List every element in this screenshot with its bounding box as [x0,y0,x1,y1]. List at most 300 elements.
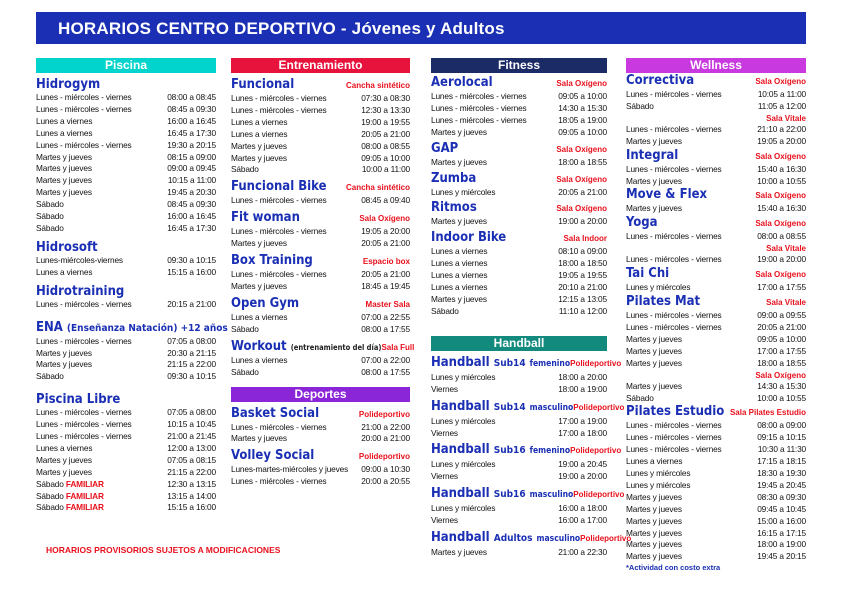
activity-name [231,77,294,92]
schedule-time: 09:30 a 10:15 [167,371,216,382]
schedule-days: Lunes y miércoles [431,186,496,197]
schedule-row [36,359,216,371]
activity-header [626,73,806,89]
schedule-days: Martes y jueves [231,140,287,151]
schedule-days: Lunes a viernes [36,442,93,453]
schedule-time: 18:05 a 19:00 [558,114,607,125]
schedule-time: 19:45 a 20:15 [757,551,806,562]
schedule-row [36,255,216,267]
schedule-time: 20:00 a 20:55 [361,476,410,487]
activity-location: Sala Oxígeno [755,151,806,161]
schedule-time: 09:05 a 10:00 [361,152,410,163]
schedule-row [626,539,806,551]
activity-title: ENA [36,319,63,335]
schedule-days: Lunes a viernes [431,246,488,257]
schedule-days: Lunes y miércoles [626,479,691,490]
schedule-row [626,504,806,516]
schedule-days: Lunes - miércoles - viernes [36,92,132,102]
schedule-row [626,444,806,456]
activity-location: Sala Vitale [766,298,806,308]
schedule-days: Viernes [431,515,458,526]
activity-location: Polideportivo [358,409,410,419]
schedule-row [36,163,216,175]
activity-title: Hidrosoft [36,239,98,255]
activity-title: Handball [431,442,490,458]
schedule-days: Martes y jueves [431,547,487,558]
activity-name [431,200,477,215]
schedule-days: Martes y jueves [431,156,487,167]
schedule-time: 10:00 a 10:55 [757,392,806,403]
schedule-days: Lunes - miércoles - viernes [231,93,327,103]
deportes-banner: Deportes [231,387,410,402]
schedule-row [231,117,410,129]
schedule-time: 16:00 a 18:00 [558,503,607,514]
activity-title: Pilates Estudio [626,404,725,420]
schedule-time: 18:00 a 19:00 [757,539,806,550]
activity-header [231,179,410,195]
activity-header [36,77,216,92]
activity-gender: masculino [529,402,574,413]
activity-header [626,215,806,231]
schedule-days: Viernes [431,471,458,482]
schedule-row [231,422,410,434]
schedule-row [231,269,410,281]
schedule-time: 21:00 a 22:30 [558,547,607,558]
schedule-time: 19:05 a 19:55 [558,270,607,281]
schedule-time: 18:30 a 19:30 [757,468,806,479]
schedule-row [231,226,410,238]
schedule-row [231,153,410,165]
activity-gender: masculino [536,534,581,545]
schedule-time: 19:00 a 20:00 [558,216,607,227]
activity-location: Polideportivo [573,402,625,412]
schedule-time: 07:30 a 08:30 [361,93,410,103]
activity-name [231,296,299,311]
schedule-row [626,468,806,480]
schedule-days: Lunes - miércoles - viernes [626,231,722,242]
activity-title: Zumba [431,170,477,186]
activity-location: Master Sala [365,299,410,309]
schedule-days: Martes y jueves [626,539,682,550]
schedule-time: 08:45 a 09:30 [167,199,216,210]
schedule-days: Sábado [36,199,64,210]
schedule-days: Lunes a viernes [431,282,488,293]
activity-name [626,266,669,281]
schedule-time: 07:05 a 08:00 [167,407,216,418]
schedule-days: Lunes a viernes [36,127,93,138]
schedule-row [231,105,410,117]
schedule-time: 15:40 a 16:30 [757,203,806,214]
activity-subtitle: (entrenamiento del día) [290,342,382,352]
schedule-row [626,516,806,528]
activity-header [431,171,607,187]
schedule-days: Martes y jueves [36,359,92,370]
schedule-days: Sábado [626,392,654,403]
schedule-time: 12:30 a 13:30 [361,104,410,115]
schedule-row [626,203,806,215]
activity-title: Aerolocal [431,75,493,90]
schedule-days: Lunes - miércoles - viernes [36,419,132,430]
schedule-days: Sábado [231,323,259,334]
schedule-time: 19:45 a 20:45 [757,479,806,490]
schedule-row [231,238,410,250]
schedule-row [36,336,216,348]
schedule-days: Martes y jueves [626,175,682,186]
activity-title: Move & Flex [626,187,708,203]
schedule-time: 19:00 a 20:00 [558,471,607,482]
activity-header [231,210,410,226]
schedule-days: Lunes - miércoles - viernes [431,91,527,101]
schedule-days: Sábado [36,222,64,233]
schedule-days: Viernes [431,427,458,438]
activity-location: Sala Oxígeno [755,191,806,201]
activity-name [626,404,724,419]
schedule-row [36,187,216,199]
schedule-time: 19:05 a 20:00 [757,135,806,146]
schedule-row [36,479,216,491]
schedule-days: Martes y jueves [36,347,92,358]
schedule-row [36,455,216,467]
schedule-time: 10:00 a 10:55 [757,175,806,186]
activity-title: Open Gym [231,295,300,311]
activity-title: Hidrogym [36,77,101,92]
activity-name [431,399,573,416]
schedule-row [231,433,410,445]
activity-name [231,210,300,225]
activity-name [626,73,694,88]
schedule-row [36,92,216,104]
schedule-days: Martes y jueves [36,175,92,186]
schedule-day: Sábado [36,490,64,501]
activity-name [431,442,570,459]
activity-title: GAP [431,140,459,156]
activity-location: Polideportivo [358,452,410,462]
schedule-time: 08:30 a 09:30 [757,491,806,502]
schedule-days: Martes y jueves [431,216,487,227]
activity-header [431,354,622,372]
schedule-days: Lunes - miércoles - viernes [626,444,722,455]
schedule-days: Martes y jueves [231,280,287,291]
schedule-row [36,223,216,235]
schedule-time: 08:00 a 09:00 [757,420,806,431]
activity-title: Pilates Mat [626,294,701,310]
fitness-column [431,58,632,559]
schedule-row [626,492,806,504]
schedule-days: Lunes - miércoles - viernes [626,321,722,332]
schedule-row [431,270,607,282]
activity-gender: masculino [529,490,574,501]
schedule-row [36,267,216,279]
page-title: HORARIOS CENTRO DEPORTIVO - Jóvenes y Adultos [36,12,806,44]
schedule-time: 21:10 a 22:00 [757,123,806,134]
schedule-days: Lunes - miércoles - viernes [626,254,722,265]
schedule-time: 12:15 a 13:05 [558,293,607,304]
schedule-row [431,547,607,559]
activity-name [431,355,570,372]
schedule-days: Lunes - miércoles - viernes [231,476,327,487]
activity-header [231,406,410,422]
schedule-row [431,216,607,228]
schedule-time: 18:45 a 19:45 [361,280,410,291]
schedule-time: 17:00 a 18:00 [558,427,607,438]
schedule-row [36,502,216,514]
activity-title: Handball [431,398,490,414]
activity-location: Sala Oxígeno [755,219,806,229]
activity-header [626,404,806,420]
schedule-days: Lunes - miércoles - viernes [36,139,132,150]
schedule-row [231,164,410,176]
schedule-days: Lunes y miércoles [431,371,496,382]
schedule-days: Lunes - miércoles - viernes [431,114,527,125]
activity-header [431,486,625,503]
schedule-days: Lunes - miércoles - viernes [431,102,527,113]
activity-title: Fit woman [231,210,300,226]
schedule-row [626,456,806,468]
schedule-row [431,471,607,483]
schedule-time: 18:00 a 18:50 [558,258,607,269]
activity-header [231,338,415,355]
schedule-time: 08:10 a 09:00 [558,246,607,257]
schedule-time: 21:00 a 21:45 [167,431,216,442]
activity-title: Funcional Bike [231,179,327,195]
family-tag: FAMILIAR [65,502,104,513]
schedule-row [626,89,806,101]
schedule-time: 20:05 a 21:00 [361,238,410,249]
schedule-row [626,393,806,405]
activity-name [36,320,228,336]
schedule-row [36,467,216,479]
activity-title: Tai Chi [626,266,670,282]
activity-location: Espacio box [362,257,410,267]
schedule-days: Lunes a viernes [231,311,288,322]
activity-location: Cancha sintético [345,183,410,193]
schedule-time: 21:00 a 22:00 [361,421,410,432]
schedule-row [626,231,806,243]
schedule-row [36,371,216,383]
schedule-time: 08:45 a 09:40 [361,195,410,206]
schedule-time: 08:00 a 17:55 [361,323,410,334]
schedule-days: Lunes y miércoles [626,468,691,479]
activity-name [431,230,506,245]
schedule-time: 08:00 a 08:55 [757,231,806,242]
schedule-time: 19:00 a 19:55 [361,116,410,127]
schedule-time: 14:30 a 15:30 [757,380,806,391]
schedule-time: 09:00 a 10:30 [361,464,410,475]
schedule-time: 12:30 a 13:15 [167,478,216,489]
schedule-time: 17:00 a 17:55 [757,345,806,356]
schedule-row [431,282,607,294]
schedule-row [626,101,806,113]
activity-header [36,392,216,407]
activity-name [626,215,658,230]
activity-location: Sala Oxígeno [556,174,607,184]
schedule-time: 09:45 a 10:45 [757,503,806,514]
schedule-time: 17:00 a 19:00 [558,415,607,426]
schedule-row [36,104,216,116]
schedule-time: 08:00 a 17:55 [361,366,410,377]
schedule-row [231,324,410,336]
schedule-days: Sábado [626,100,654,111]
schedule-time: 08:15 a 09:00 [167,151,216,162]
schedule-row [231,355,410,367]
activity-name [36,240,98,255]
schedule-days: Lunes - miércoles - viernes [36,103,132,114]
activity-header [231,448,410,464]
activity-location: Sala Oxígeno [556,79,607,88]
schedule-time: 20:00 a 21:00 [361,433,410,444]
activity-name [36,77,100,92]
schedule-days: Martes y jueves [626,203,682,214]
piscina-banner: Piscina [36,58,216,73]
schedule-row [231,195,410,207]
schedule-row [431,246,607,258]
activity-location: Polideportivo [570,446,622,456]
activity-title: Indoor Bike [431,230,507,246]
schedule-row [626,282,806,294]
schedule-time: 20:30 a 21:15 [167,347,216,358]
activity-location: Sala Vitale [766,244,806,254]
schedule-time: 09:00 a 09:45 [167,163,216,174]
activity-title: Box Training [231,253,313,269]
activity-location: Sala Oxígeno [556,204,607,214]
schedule-row [36,199,216,211]
activity-name [431,141,458,156]
schedule-days: Sábado [231,366,259,377]
schedule-days: Martes y jueves [626,491,682,502]
schedule-time: 09:05 a 10:00 [757,333,806,344]
schedule-days: Martes y jueves [626,345,682,356]
schedule-time: 20:05 a 21:00 [361,128,410,139]
activity-subtitle: Sub16 [493,445,526,457]
activity-location: Sala Oxígeno [359,214,410,224]
activity-title: Handball [431,354,490,370]
schedule-days: Lunes - miércoles - viernes [231,269,327,280]
schedule-row [431,503,607,515]
schedule-row [36,116,216,128]
activity-name [626,294,700,309]
schedule-row [431,115,607,127]
activity-title: Integral [626,147,679,163]
schedule-time: 07:00 a 22:55 [361,311,410,322]
piscina-column [36,58,228,514]
schedule-days: Martes y jueves [231,238,287,249]
schedule-time: 15:00 a 16:00 [757,515,806,526]
schedule-days: Lunes - miércoles - viernes [626,310,722,321]
schedule-days: Martes y jueves [431,293,487,304]
activity-header [431,75,607,91]
activity-location: Polideportivo [580,534,632,544]
schedule-row [231,141,410,153]
activity-title: Funcional [231,77,295,92]
schedule-days: Martes y jueves [626,527,682,538]
schedule-time: 15:15 a 16:00 [167,502,216,513]
activity-location: Sala Vitale [766,113,806,123]
activity-location: Polideportivo [573,490,625,500]
activity-name [231,253,313,268]
activity-header [36,284,216,299]
schedule-days [36,491,104,503]
schedule-time: 15:15 a 16:00 [167,266,216,277]
activity-name [626,187,707,202]
schedule-row [431,91,607,103]
schedule-time: 19:45 a 20:30 [167,187,216,198]
schedule-time: 17:15 a 18:15 [757,456,806,467]
schedule-time: 16:00 a 16:45 [167,115,216,126]
schedule-row [36,140,216,152]
schedule-days: Martes y jueves [626,503,682,514]
activity-name [231,448,314,463]
activity-name [431,171,476,186]
schedule-days [36,479,104,491]
activity-name [36,392,120,407]
schedule-time: 11:10 a 12:00 [558,305,607,316]
schedule-row [231,367,410,379]
activity-name [231,179,327,194]
schedule-time: 09:15 a 10:15 [757,432,806,443]
schedule-row [626,551,806,563]
activity-header [231,296,410,312]
schedule-days: Sábado [431,305,459,316]
schedule-days: Lunes y miércoles [626,282,691,293]
activity-name [36,284,124,299]
activity-header [431,200,607,216]
schedule-time: 11:05 a 12:00 [757,100,806,111]
entrenamiento-column [231,58,415,488]
activity-name [231,339,381,355]
schedule-row [36,152,216,164]
schedule-time: 18:00 a 19:00 [558,383,607,394]
schedule-time: 19:00 a 20:00 [757,254,806,265]
wellness-banner: Wellness [626,58,806,73]
schedule-row [36,443,216,455]
schedule-days: Martes y jueves [231,433,287,444]
schedule-days: Lunes a viernes [231,128,288,139]
family-tag: FAMILIAR [65,478,104,489]
activity-header [231,253,410,269]
schedule-row [231,476,410,488]
schedule-time: 08:45 a 09:30 [167,103,216,114]
schedule-time: 07:05 a 08:15 [167,454,216,465]
schedule-time: 18:00 a 18:55 [757,357,806,368]
schedule-row [626,136,806,148]
schedule-time: 09:00 a 09:55 [757,310,806,321]
schedule-days: Martes y jueves [626,380,682,391]
schedule-row [231,312,410,324]
schedule-row [36,175,216,187]
schedule-days: Lunes - miércoles - viernes [626,163,722,174]
activity-title: Handball [431,486,490,502]
activity-header [626,187,806,203]
schedule-time: 12:00 a 13:00 [167,442,216,453]
schedule-time: 19:30 a 20:15 [167,139,216,150]
schedule-days: Martes y jueves [36,151,92,162]
activity-subtitle: Sub14 [493,357,526,369]
activity-title: Hidrotraining [36,283,125,299]
schedule-days: Martes y jueves [626,333,682,344]
schedule-time: 18:00 a 20:00 [558,371,607,382]
activity-header [431,442,622,459]
schedule-row [231,129,410,141]
activity-header [431,141,607,157]
activity-location: Sala Oxígeno [755,77,806,86]
schedule-days: Lunes - miércoles - viernes [231,421,327,432]
schedule-row [231,464,410,476]
schedule-days: Martes y jueves [36,454,92,465]
activity-location: Cancha sintético [345,81,410,90]
schedule-row [626,124,806,136]
activity-subtitle: Sub16 [493,489,526,501]
schedule-row [626,420,806,432]
